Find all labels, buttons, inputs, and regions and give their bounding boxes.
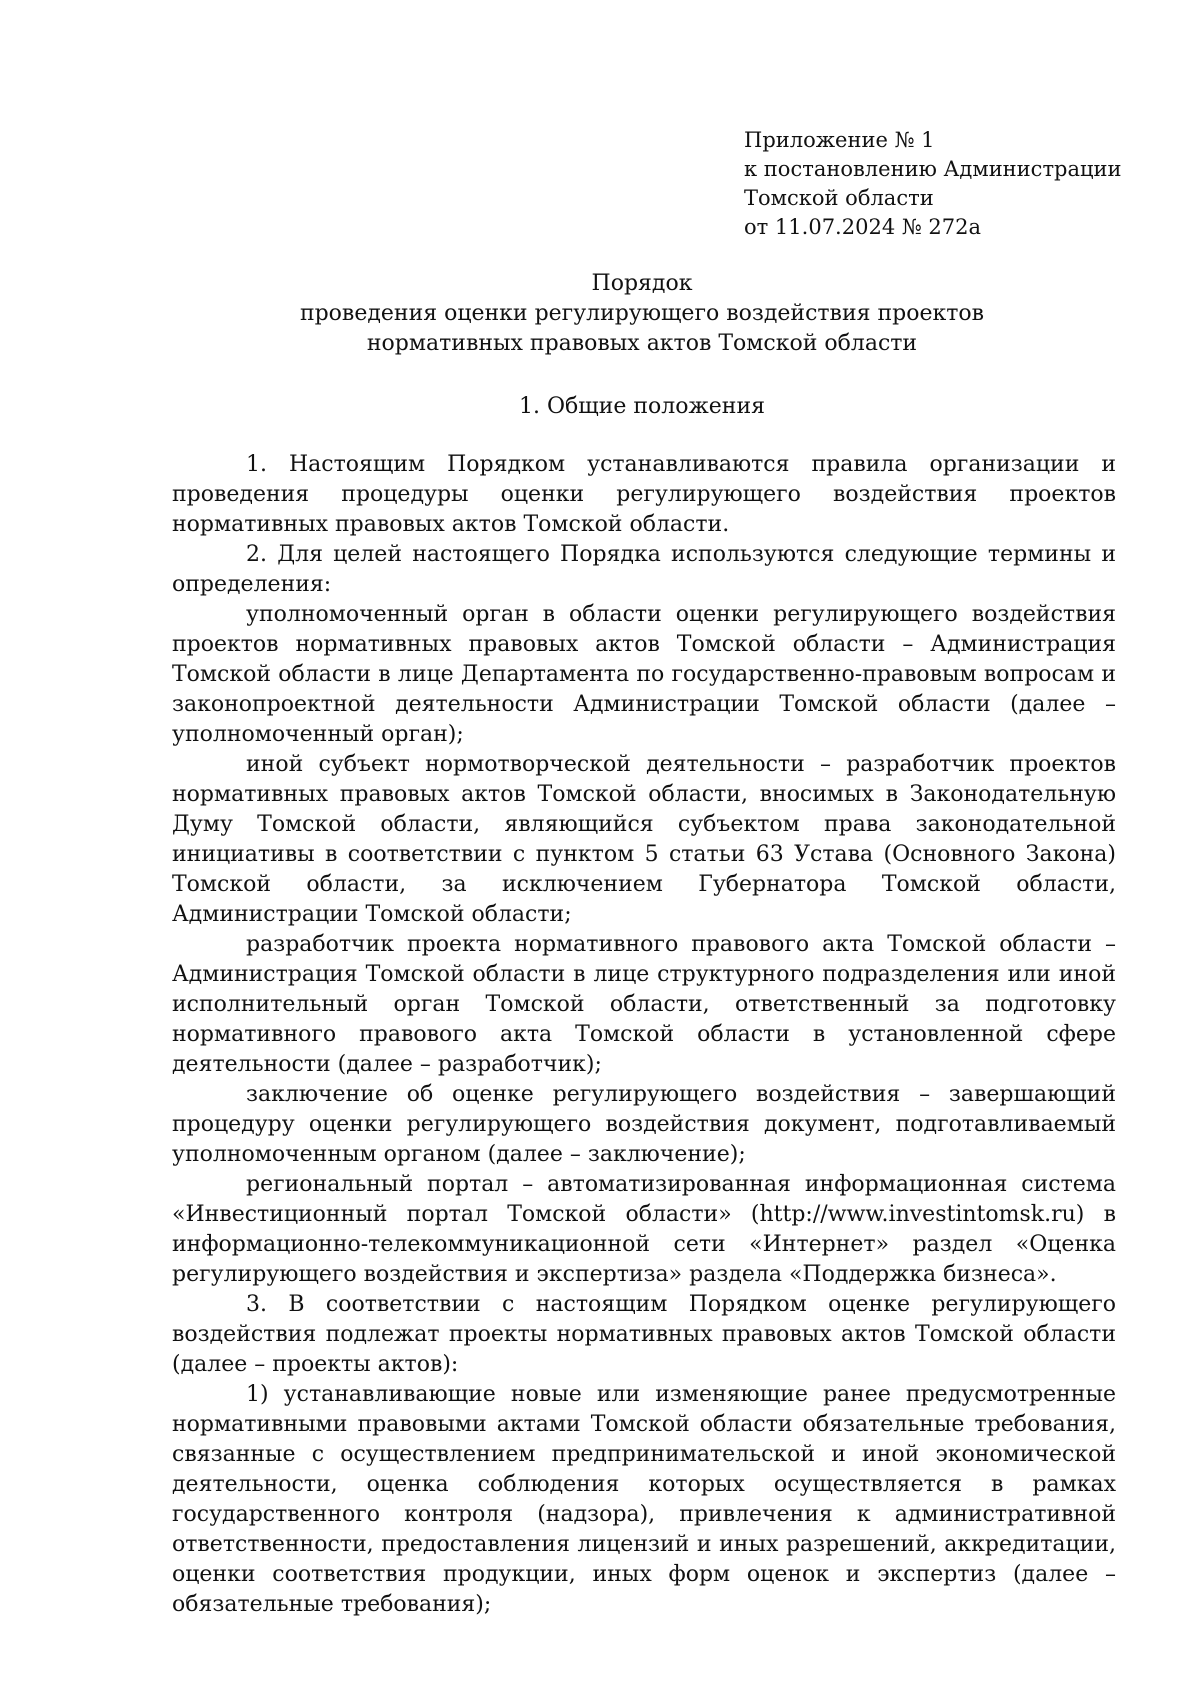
paragraph: региональный портал – автоматизированная информационная система «Инвестиционный портал Томской области» (http://www.investintomsk.ru) в информационно-телекоммуникационной сети «Интернет» раздел «Оценка регулирующего воздействия и экспертиза» раздела «Поддержка бизнеса».	[172, 1172, 1116, 1287]
appendix-authority: Томской области	[744, 186, 934, 210]
title-line-3: нормативных правовых актов Томской области	[366, 331, 918, 356]
paragraph: 2. Для целей настоящего Порядка используются следующие термины и определения:	[172, 542, 1116, 597]
paragraph: 3. В соответствии с настоящим Порядком оценке регулирующего воздействия подлежат проекты нормативных правовых актов Томской области (далее – проекты актов):	[172, 1292, 1116, 1377]
paragraph: уполномоченный орган в области оценки регулирующего воздействия проектов нормативных правовых актов Томской области – Администрация Томской области в лице Департамента по государственно-правовым вопросам и законопроектной деятельности Администрации Томской области (далее – уполномоченный орган);	[172, 602, 1116, 747]
appendix-reference: к постановлению Администрации	[744, 157, 1122, 181]
appendix-date: от 11.07.2024 № 272а	[744, 215, 981, 239]
paragraph: иной субъект нормотворческой деятельности – разработчик проектов нормативных правовых актов Томской области, вносимых в Законодательную Думу Томской области, являющийся субъектом права законодательной инициативы в соответствии с пунктом 5 статьи 63 Устава (Основного Закона) Томской области, за исключением Губернатора Томской области, Администрации Томской области;	[172, 752, 1116, 927]
title-line-1: Порядок	[591, 271, 693, 296]
section-heading: 1. Общие положения	[519, 394, 765, 419]
title-line-2: проведения оценки регулирующего воздействия проектов	[299, 301, 985, 326]
paragraph: 1) устанавливающие новые или изменяющие ранее предусмотренные нормативными правовыми актами Томской области обязательные требования, связанные с осуществлением предпринимательской и иной экономической деятельности, оценка соблюдения которых осуществляется в рамках государственного контроля (надзора), привлечения к административной ответственности, предоставления лицензий и иных разрешений, аккредитации, оценки соответствия продукции, иных форм оценок и экспертиз (далее – обязательные требования);	[172, 1382, 1116, 1617]
document-body	[172, 450, 1116, 1620]
document-title	[170, 269, 1114, 359]
paragraph: 1. Настоящим Порядком устанавливаются правила организации и проведения процедуры оценки регулирующего воздействия проектов нормативных правовых актов Томской области.	[172, 452, 1116, 537]
paragraph: разработчик проекта нормативного правового акта Томской области – Администрация Томской области в лице структурного подразделения или иной исполнительный орган Томской области, ответственный за подготовку нормативного правового акта Томской области в установленной сфере деятельности (далее – разработчик);	[172, 932, 1116, 1077]
appendix-header	[744, 126, 1122, 242]
appendix-number: Приложение № 1	[744, 128, 935, 152]
paragraph: заключение об оценке регулирующего воздействия – завершающий процедуру оценки регулирующего воздействия документ, подготавливаемый уполномоченным органом (далее – заключение);	[172, 1082, 1116, 1167]
